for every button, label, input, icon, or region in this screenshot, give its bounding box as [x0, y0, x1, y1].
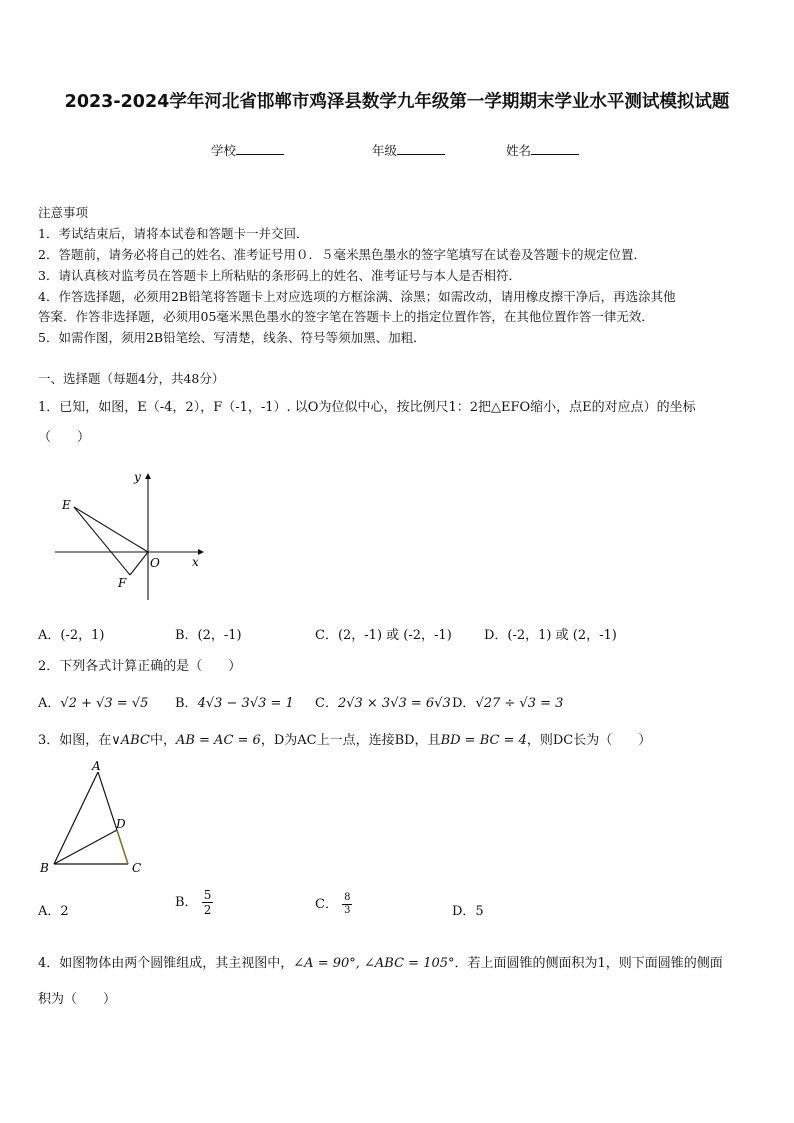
note-item: 答案．作答非选择题，必须用05毫米黑色墨水的签字笔在答题卡上的指定位置作答，在其他位置作答一律无效． [38, 309, 654, 324]
note-item: 2．答题前，请务必将自己的姓名、准考证号用０．５毫米黑色墨水的签字笔填写在试卷及答题卡的规定位置． [38, 247, 646, 262]
q2-option-b[interactable] [175, 692, 294, 711]
q3-option-c[interactable] [315, 892, 352, 917]
fraction-numerator: 5 [203, 888, 212, 902]
q2-option-c[interactable] [315, 692, 451, 711]
q3-equation-2: BD = BC = 4 [440, 733, 527, 748]
q3-figure [36, 758, 156, 878]
q2-option-b-expr: 4√3 − 3√3 = 1 [197, 696, 294, 711]
q2-option-a-expr: √2 + √3 = √5 [60, 696, 149, 711]
grade-label: 年级 [372, 143, 398, 158]
school-field[interactable] [211, 141, 284, 159]
side-ab [54, 772, 98, 864]
q4-stem [38, 952, 723, 971]
q1-stem: 1．已知，如图，E（-4，2），F（-1，-1）. 以O为位似中心，按比例尺1：2把△EFO缩小，点E的对应点）的坐标 [38, 400, 696, 415]
segment-eo [74, 507, 148, 552]
q3-stem-part: 3．如图，在 [38, 733, 112, 748]
point-d-label: D [116, 817, 126, 831]
q3-stem-part: ，则DC长为（ ） [526, 733, 652, 748]
school-blank[interactable] [236, 142, 284, 155]
q3-stem-part: 中， [149, 733, 176, 748]
q3-option-b[interactable] [175, 888, 213, 917]
vertex-b-label: B [40, 861, 49, 875]
segment-fo [130, 552, 148, 575]
q2-option-b-label: B． [175, 696, 198, 711]
grade-blank[interactable] [397, 142, 445, 155]
q3-stem-part: ，D为AC上一点，连接BD，且 [260, 733, 441, 748]
name-blank[interactable] [531, 142, 579, 155]
q2-option-c-label: C． [315, 696, 338, 711]
q3-option-d[interactable]: D．5 [452, 904, 484, 919]
q1-option-d[interactable]: D．(-2，1) 或 (2，-1) [484, 628, 617, 643]
q1-figure [50, 465, 210, 605]
q2-option-d-label: D． [452, 696, 476, 711]
q1-paren: （ ） [38, 430, 91, 445]
segment-ef [74, 507, 130, 575]
point-f-label: F [118, 576, 127, 590]
q2-option-d-expr: √27 ÷ √3 = 3 [475, 696, 564, 711]
q2-stem: 2．下列各式计算正确的是（ ） [38, 659, 242, 674]
fraction-denominator: 2 [203, 903, 212, 917]
note-item: 1．考试结束后，请将本试卷和答题卡一并交回． [38, 226, 309, 241]
q3-option-b-label: B． [175, 895, 198, 910]
grade-field[interactable] [372, 141, 445, 159]
q2-option-c-expr: 2√3 × 3√3 = 6√3 [337, 696, 451, 711]
name-label: 姓名 [506, 143, 532, 158]
q2-option-d[interactable] [452, 692, 563, 711]
y-axis-label: y [134, 470, 141, 484]
vertex-c-label: C [132, 861, 142, 875]
q3-option-c-label: C． [315, 897, 338, 912]
q2-option-a[interactable] [38, 692, 148, 711]
q2-option-a-label: A． [38, 696, 61, 711]
note-item: 4．作答选择题，必须用2B铅笔将答题卡上对应选项的方框涂满、涂黑；如需改动，请用橡皮擦干净后，再选涂其他 [38, 289, 676, 304]
q3-option-a[interactable]: A．2 [38, 904, 69, 919]
q4-stem-line2: 积为（ ） [38, 992, 117, 1007]
page-title: 2023-2024学年河北省邯郸市鸡泽县数学九年级第一学期期末学业水平测试模拟试题 [64, 92, 730, 112]
y-axis-arrow [145, 473, 151, 479]
q4-stem-part: ．若上面圆锥的侧面积为1，则下面圆锥的侧面 [454, 956, 723, 971]
q3-stem [38, 729, 651, 748]
q1-option-c[interactable]: C．(2，-1) 或 (-2，-1) [315, 628, 452, 643]
q4-stem-part: 4．如图物体由两个圆锥组成，其主视图中， [38, 956, 294, 971]
q3-triangle: ∨ABC [111, 733, 150, 748]
point-e-label: E [62, 498, 71, 512]
note-item: 5．如需作图，须用2B铅笔绘、写清楚，线条、符号等须加黑、加粗． [38, 330, 426, 345]
q3-option-c-fraction [342, 892, 352, 917]
x-axis-arrow [198, 549, 204, 555]
q1-option-b[interactable]: B．(2，-1) [175, 628, 242, 643]
segment-bd [54, 830, 117, 864]
school-label: 学校 [211, 143, 237, 158]
q3-option-b-fraction [202, 888, 214, 917]
fraction-denominator: 3 [344, 905, 351, 916]
fraction-numerator: 8 [344, 892, 351, 903]
name-field[interactable] [506, 141, 579, 159]
note-item: 3．请认真核对监考员在答题卡上所粘贴的条形码上的姓名、准考证号与本人是否相符． [38, 268, 521, 283]
q4-angles: ∠A = 90°, ∠ABC = 105° [293, 956, 455, 971]
segment-dc [117, 830, 128, 864]
q1-option-a[interactable]: A．(-2，1) [38, 628, 105, 643]
q3-equation-1: AB = AC = 6 [175, 733, 261, 748]
vertex-a-label: A [92, 759, 101, 773]
x-axis-label: x [192, 555, 199, 569]
origin-label: O [150, 556, 160, 570]
notes-heading: 注意事项 [38, 205, 89, 220]
section-heading: 一、选择题（每题4分，共48分） [38, 371, 225, 386]
